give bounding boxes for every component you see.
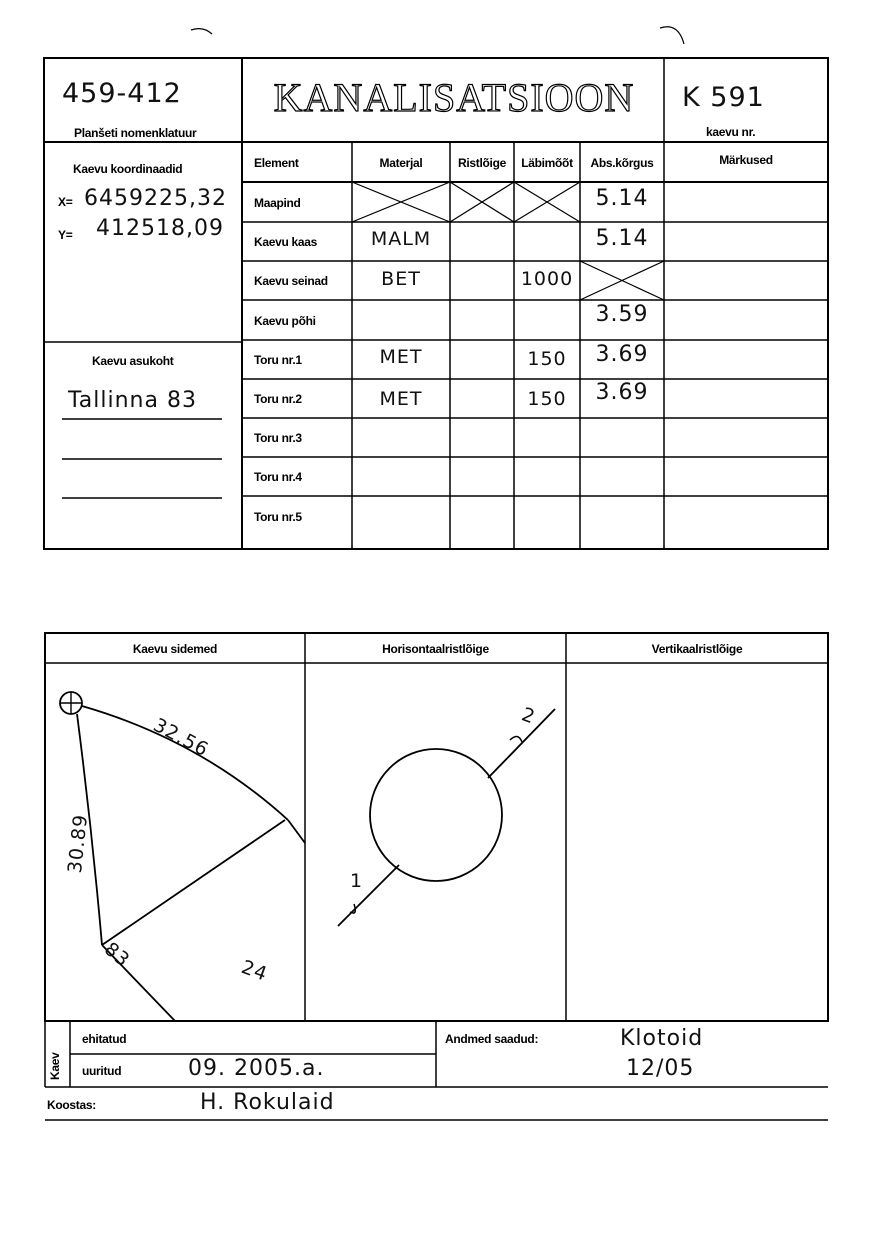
location-value: Tallinna 83 (68, 388, 197, 413)
col-diameter: Läbimõõt (521, 156, 573, 170)
horizontal-section-sketch (338, 709, 555, 926)
coordinates-label: Kaevu koordinaadid (73, 162, 183, 176)
surveyed-label: uuritud (82, 1064, 122, 1078)
col-abs-height: Abs.kõrgus (590, 156, 654, 170)
dist-left-label: 30.89 (64, 812, 93, 875)
y-prefix: Y= (58, 228, 73, 242)
y-coordinate-value: 412518,09 (96, 216, 224, 241)
compiled-value: H. Rokulaid (200, 1090, 335, 1115)
row-abs-height: 3.59 (595, 302, 649, 327)
row-material: MET (379, 346, 423, 368)
ties-label: Kaevu sidemed (132, 642, 218, 656)
pipe-1-label: 1 (350, 870, 364, 892)
nomenclature-label: Planšeti nomenklatuur (74, 126, 197, 140)
row-material: BET (381, 268, 421, 290)
col-material: Materjal (379, 156, 423, 170)
dist-top-label: 32.56 (149, 714, 213, 762)
surveyed-value: 09. 2005.a. (188, 1056, 325, 1081)
row-diameter: 150 (527, 388, 567, 410)
x-coordinate-value: 6459225,32 (84, 186, 227, 211)
row-abs-height: 5.14 (595, 186, 649, 211)
col-element: Element (254, 156, 299, 170)
row-diameter: 1000 (520, 268, 574, 290)
built-label: ehitatud (82, 1032, 127, 1046)
compiled-label: Koostas: (47, 1098, 96, 1112)
well-vertical-label: Kaev (48, 1052, 62, 1080)
row-element: Kaevu seinad (254, 274, 328, 288)
row-abs-height: 5.14 (595, 226, 649, 251)
form-title: KANALISATSIOON (273, 75, 635, 120)
row-element: Kaevu kaas (254, 235, 318, 249)
x-prefix: X= (58, 195, 73, 209)
well-number-label: kaevu nr. (706, 125, 756, 139)
nomenclature-value: 459-412 (62, 78, 182, 109)
row-element: Kaevu põhi (254, 314, 316, 328)
row-element: Toru nr.1 (254, 353, 302, 367)
horizontal-section-label: Horisontaalristlõige (382, 642, 489, 656)
row-material: MET (379, 388, 423, 410)
col-cross-section: Ristlõige (458, 156, 506, 170)
data-received-value: Klotoid (620, 1026, 704, 1051)
col-notes: Märkused (719, 153, 773, 167)
row-element: Toru nr.2 (254, 392, 302, 406)
data-received-label: Andmed saadud: (445, 1032, 539, 1046)
house-number-label: 83 (99, 938, 135, 972)
row-element: Toru nr.5 (254, 510, 302, 524)
row-element: Toru nr.4 (254, 470, 302, 484)
row-abs-height: 3.69 (595, 380, 649, 405)
row-abs-height: 3.69 (595, 342, 649, 367)
row-diameter: 150 (527, 348, 567, 370)
location-label: Kaevu asukoht (92, 354, 174, 368)
row-material: MALM (370, 228, 432, 250)
data-received-date: 12/05 (626, 1056, 695, 1081)
pipe-2-label: 2 (518, 703, 539, 729)
vertical-section-label: Vertikaalristlõige (651, 642, 743, 656)
parcel-number-label: 24 (238, 956, 271, 986)
row-element: Maapind (254, 196, 301, 210)
row-element: Toru nr.3 (254, 431, 302, 445)
well-number-value: K 591 (682, 82, 765, 113)
